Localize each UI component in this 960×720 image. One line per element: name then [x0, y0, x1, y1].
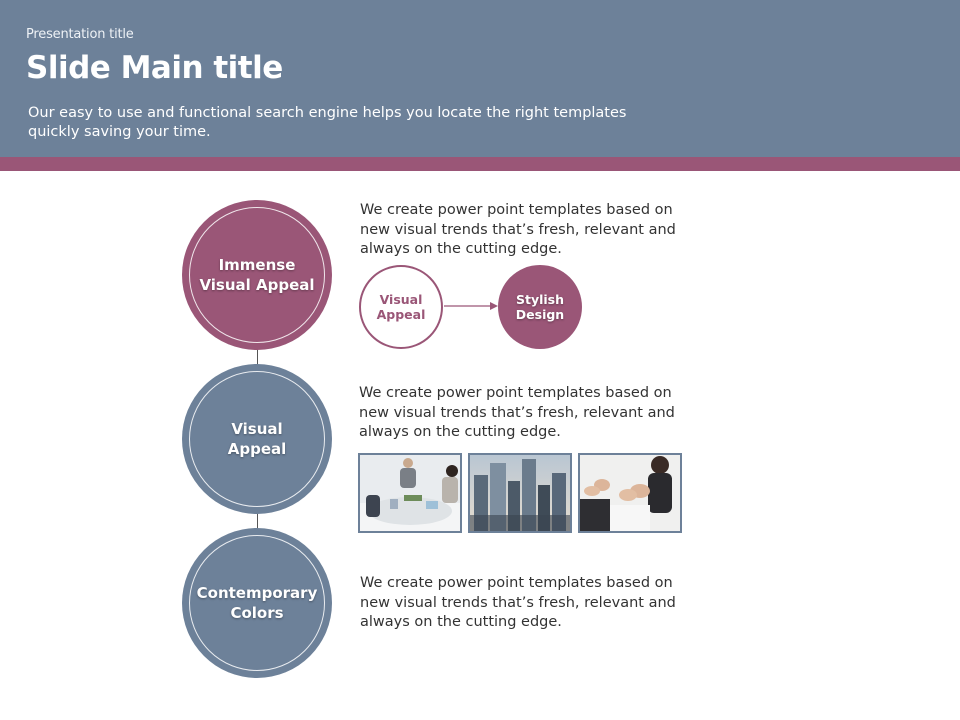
business-team-photo [358, 453, 462, 533]
connector-line [257, 349, 258, 365]
step-3-label: Contemporary Colors [196, 584, 318, 622]
presentation-title: Presentation title [26, 27, 134, 42]
flow-from-circle [359, 265, 443, 349]
accent-bar [0, 157, 960, 171]
step-circle-1 [182, 200, 332, 350]
step-circle-3 [182, 528, 332, 678]
slide-subtitle: Our easy to use and functional search engine helps you locate the right templates quickly saving your time. [28, 105, 627, 140]
slide-main-title: Slide Main title [26, 50, 283, 86]
connector-line [257, 513, 258, 529]
step-2-description: We create power point templates based on new visual trends that’s fresh, relevant and always on the cutting edge. [359, 385, 675, 440]
step-1-label: Immense Visual Appeal [199, 256, 315, 294]
applause-photo [578, 453, 682, 533]
flow-to-label: Stylish Design [515, 292, 565, 322]
flow-from-label: Visual Appeal [376, 292, 426, 322]
step-circle-2 [182, 364, 332, 514]
step-3-description: We create power point templates based on new visual trends that’s fresh, relevant and always on the cutting edge. [360, 575, 676, 630]
flow-arrow-icon [444, 298, 500, 314]
step-2-label: Visual Appeal [227, 420, 287, 458]
flow-to-circle [498, 265, 582, 349]
city-skyscrapers-photo [468, 453, 572, 533]
step-1-description: We create power point templates based on new visual trends that’s fresh, relevant and always on the cutting edge. [360, 202, 676, 257]
